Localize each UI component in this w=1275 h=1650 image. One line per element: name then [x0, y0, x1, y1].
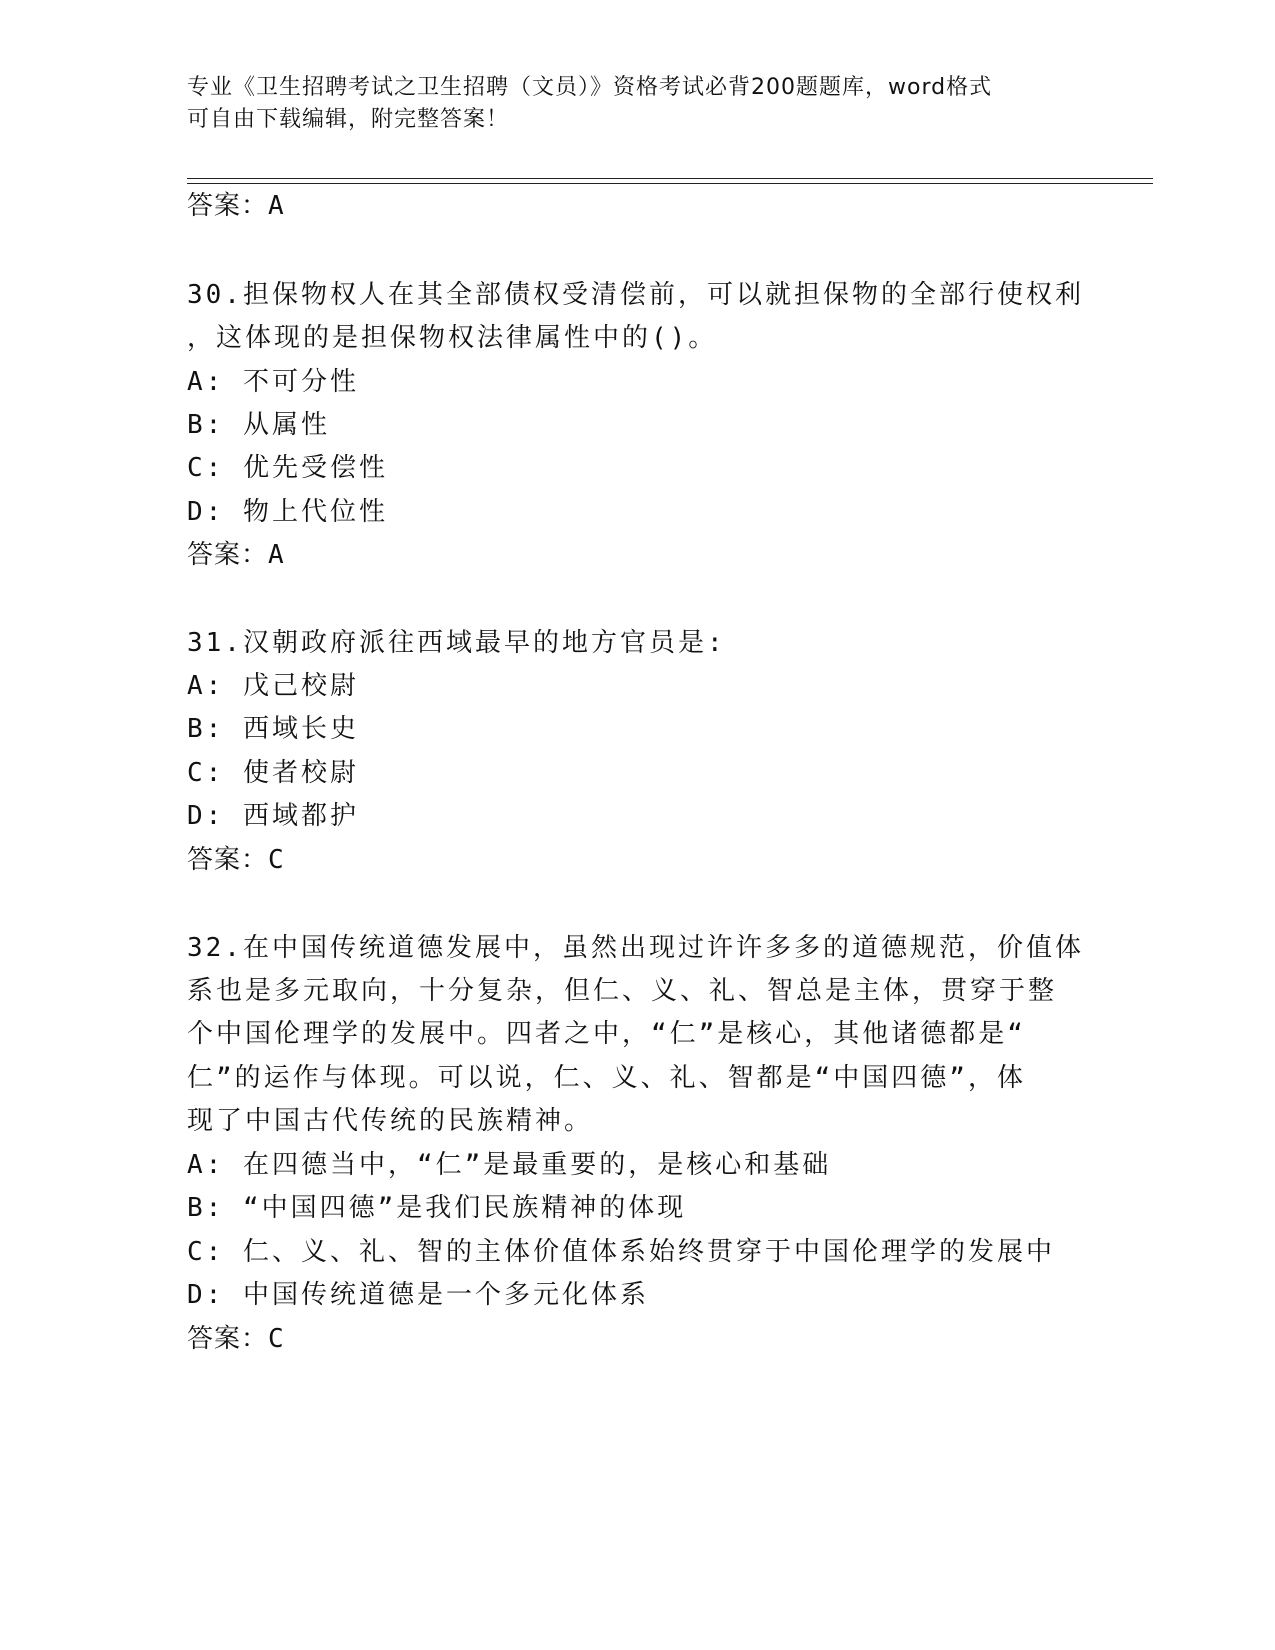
question-30-option-c: C: 优先受偿性: [187, 453, 388, 483]
page-header: [187, 72, 1087, 136]
question-31-option-d: D: 西域都护: [187, 801, 359, 831]
answer-value: A: [268, 540, 285, 570]
question-32-answer: [187, 1318, 285, 1355]
question-32-stem-line-5: 现了中国古代传统的民族精神。: [187, 1106, 594, 1136]
question-31-answer: [187, 839, 285, 876]
question-32-stem-line-3: 个中国伦理学的发展中。四者之中，“仁”是核心，其他诸德都是“: [187, 1019, 1026, 1049]
question-30-option-d: D: 物上代位性: [187, 497, 388, 527]
question-32-option-a: A: 在四德当中，“仁”是最重要的，是核心和基础: [187, 1150, 832, 1180]
question-30-stem-line-2: ，这体现的是担保物权法律属性中的()。: [187, 323, 718, 353]
answer-line-prev: [187, 185, 285, 222]
question-31-option-a: A: 戊己校尉: [187, 671, 359, 701]
question-30-option-b: B: 从属性: [187, 410, 330, 440]
answer-value: A: [268, 191, 285, 221]
answer-value: C: [268, 1324, 285, 1354]
question-32-stem-line-4: 仁”的运作与体现。可以说，仁、义、礼、智都是“中国四德”，体: [187, 1063, 1026, 1093]
header-divider: [187, 178, 1153, 184]
question-32-option-d: D: 中国传统道德是一个多元化体系: [187, 1280, 649, 1310]
header-line-1: 专业《卫生招聘考试之卫生招聘（文员）》资格考试必背200题题库，word格式: [187, 75, 993, 100]
answer-label: 答案：: [187, 191, 269, 221]
question-31-option-b: B: 西域长史: [187, 714, 359, 744]
question-31-stem-line-1: 31.汉朝政府派往西域最早的地方官员是:: [187, 628, 726, 658]
question-30-stem-line-1: 30.担保物权人在其全部债权受清偿前，可以就担保物的全部行使权利: [187, 280, 1084, 310]
question-32-stem-line-1: 32.在中国传统道德发展中，虽然出现过许许多多的道德规范，价值体: [187, 933, 1084, 963]
question-30-option-a: A: 不可分性: [187, 367, 359, 397]
question-32-option-c: C: 仁、义、礼、智的主体价值体系始终贯穿于中国伦理学的发展中: [187, 1237, 1055, 1267]
answer-label: 答案：: [187, 1324, 269, 1354]
answer-value: C: [268, 845, 285, 875]
answer-label: 答案：: [187, 540, 269, 570]
question-32-stem-line-2: 系也是多元取向，十分复杂，但仁、义、礼、智总是主体，贯穿于整: [187, 976, 1058, 1006]
question-31-option-c: C: 使者校尉: [187, 758, 359, 788]
question-30-answer: [187, 534, 285, 571]
question-32-option-b: B: “中国四德”是我们民族精神的体现: [187, 1193, 687, 1223]
header-line-2: 可自由下载编辑，附完整答案！: [187, 107, 510, 132]
answer-label: 答案：: [187, 845, 269, 875]
